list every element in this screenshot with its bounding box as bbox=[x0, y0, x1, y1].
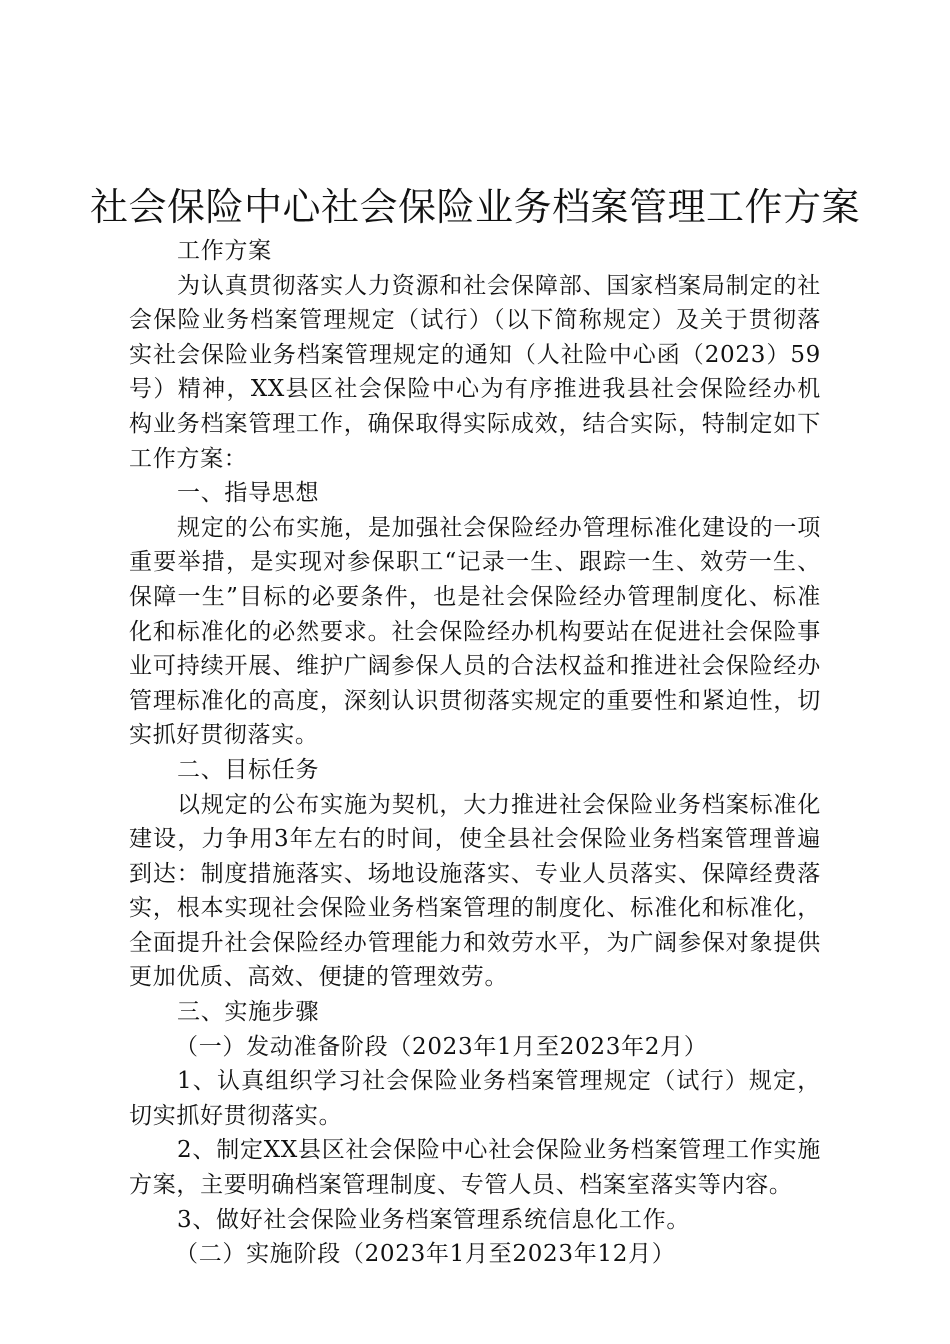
document-body bbox=[129, 234, 821, 1272]
subheading-preparation-stage: （一）发动准备阶段（2023年1月至2023年2月） bbox=[175, 1033, 708, 1060]
subheading-implementation-stage: （二）实施阶段（2023年1月至2023年12月） bbox=[175, 1241, 676, 1268]
section-heading-goals: 二、目标任务 bbox=[177, 756, 320, 783]
paragraph-introduction: 为认真贯彻落实人力资源和社会保障部、国家档案局制定的社会保险业务档案管理规定（试行）（以下简称规定）及关于贯彻落实社会保险业务档案管理规定的通知（人社险中心函（2023）59号）精神，XX县区社会保险中心为有序推进我县社会保险经办机构业务档案管理工作，确保取得实际成效，结合实际，特制定如下工作方案： bbox=[129, 272, 821, 472]
step-item-1: 1、认真组织学习社会保险业务档案管理规定（试行）规定，切实抓好贯彻落实。 bbox=[129, 1068, 821, 1129]
paragraph-goals: 以规定的公布实施为契机，大力推进社会保险业务档案标准化建设，力争用3年左右的时间，使全县社会保险业务档案管理普遍到达：制度措施落实、场地设施落实、专业人员落实、保障经费落实，根本实现社会保险业务档案管理的制度化、标准化和标准化，全面提升社会保险经办管理能力和效劳水平，为广阔参保对象提供更加优质、高效、便捷的管理效劳。 bbox=[129, 791, 821, 991]
step-item-2: 2、制定XX县区社会保险中心社会保险业务档案管理工作实施方案，主要明确档案管理制度、专管人员、档案室落实等内容。 bbox=[129, 1137, 821, 1199]
document-title: 社会保险中心社会保险业务档案管理工作方案 bbox=[89, 185, 860, 229]
paragraph-guiding-ideology: 规定的公布实施，是加强社会保险经办管理标准化建设的一项重要举措，是实现对参保职工“记录一生、跟踪一生、效劳一生、保障一生”目标的必要条件，也是社会保险经办管理制度化、标准化和标准化的必然要求。社会保险经办机构要站在促进社会保险事业可持续开展、维护广阔参保人员的合法权益和推进社会保险经办管理标准化的高度，深刻认识贯彻落实规定的重要性和紧迫性，切实抓好贯彻落实。 bbox=[129, 514, 821, 749]
section-heading-guiding-ideology: 一、指导思想 bbox=[177, 480, 320, 507]
section-heading-implementation-steps: 三、实施步骤 bbox=[177, 999, 320, 1026]
step-item-3: 3、做好社会保险业务档案管理系统信息化工作。 bbox=[177, 1206, 691, 1233]
paragraph-work-plan-label: 工作方案 bbox=[177, 238, 272, 264]
